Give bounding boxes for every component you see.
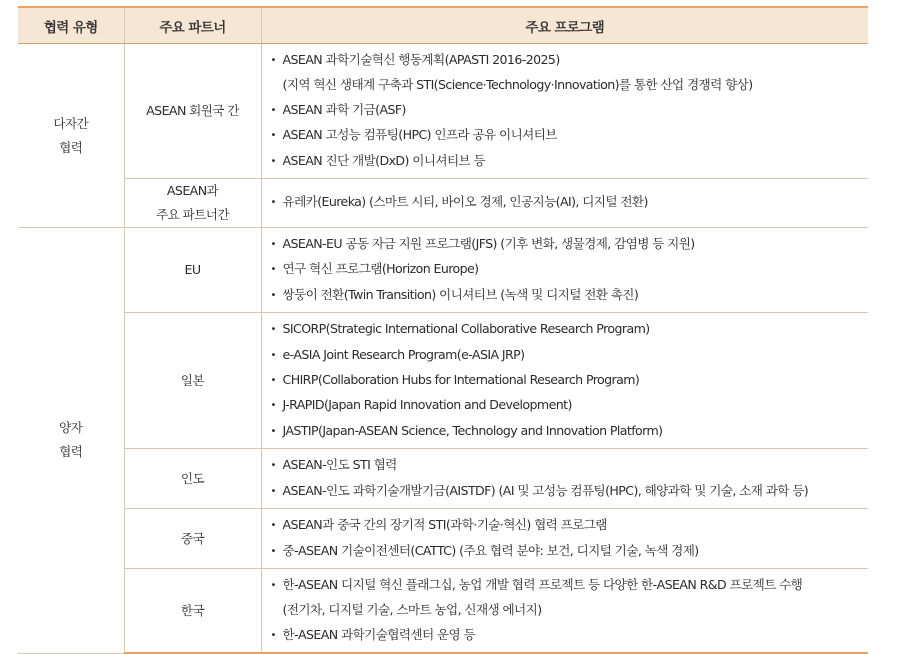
bullet-icon: •: [270, 629, 276, 641]
program-text: ASEAN-인도 과학기술개발기금(AISTDF) (AI 및 고성능 컴퓨팅(HPC), 해양과학 및 기술, 소재 과학 등): [282, 482, 809, 498]
partner-label: 한국: [180, 602, 205, 618]
table-row: [18, 509, 868, 569]
program-item: [271, 393, 869, 418]
programs-cell: [261, 568, 868, 653]
cooperation-type-label: 협력: [59, 444, 83, 460]
bullet-icon: •: [270, 130, 276, 142]
partner-cell: [124, 44, 261, 179]
program-text: (지역 혁신 생태계 구축과 STI(Science·Technology·Innovation)를 통한 산업 경쟁력 향상): [282, 77, 753, 93]
program-item: [271, 419, 869, 444]
program-text: 연구 혁신 프로그램(Horizon Europe): [282, 261, 479, 277]
program-text: ASEAN과 중국 간의 장기적 STI(과학·기술·혁신) 협력 프로그램: [282, 517, 607, 533]
program-text: 쌍둥이 전환(Twin Transition) 이니셔티브 (녹색 및 디지털 전환 촉진): [282, 286, 639, 302]
table-row: [18, 568, 868, 653]
program-item: [271, 598, 869, 622]
programs-cell: [261, 313, 868, 449]
program-text: e-ASIA Joint Research Program(e-ASIA JRP): [282, 346, 525, 362]
partner-label: 중국: [180, 530, 205, 546]
bullet-icon: •: [270, 375, 276, 387]
program-item: [271, 149, 869, 174]
table-row: [18, 228, 868, 313]
cooperation-table: [18, 6, 868, 654]
table-header-row: [18, 7, 868, 44]
partner-label: ASEAN 회원국 간: [146, 103, 239, 119]
program-text: JASTIP(Japan-ASEAN Science, Technology and Innovation Platform): [282, 422, 663, 438]
cooperation-type-label: 양자: [59, 420, 83, 436]
cooperation-type-label: 협력: [59, 139, 83, 155]
program-text: ASEAN-인도 STI 협력: [282, 457, 397, 473]
table-row: [18, 44, 868, 179]
program-text: (전기차, 디지털 기술, 스마트 농업, 신재생 에너지): [282, 602, 542, 618]
program-item: [271, 317, 869, 342]
program-item: [271, 368, 869, 393]
partner-label: 주요 파트너간: [156, 207, 229, 223]
bullet-icon: •: [270, 324, 276, 336]
bullet-icon: •: [270, 239, 276, 251]
bullet-icon: •: [270, 104, 276, 116]
program-item: [271, 48, 869, 73]
program-item: [271, 539, 869, 564]
partner-cell: [124, 179, 261, 228]
partner-cell: [124, 449, 261, 509]
partner-label: 인도: [180, 470, 205, 486]
table-row: [18, 449, 868, 509]
bullet-icon: •: [270, 264, 276, 276]
cooperation-type-cell: [18, 228, 124, 654]
table-body: [18, 44, 868, 654]
program-text: 유레카(Eureka) (스마트 시티, 바이오 경제, 인공지능(AI), 디지털 전환): [282, 194, 648, 210]
program-item: [271, 283, 869, 308]
header-main-programs: 주요 프로그램: [261, 7, 868, 44]
program-item: [271, 232, 869, 257]
header-main-partner: 주요 파트너: [124, 7, 261, 44]
program-item: [271, 123, 869, 148]
header-cooperation-type: 협력 유형: [18, 7, 124, 44]
partner-cell: [124, 509, 261, 569]
program-text: SICORP(Strategic International Collaborative Research Program): [282, 321, 650, 337]
program-item: [271, 573, 869, 598]
program-text: 한-ASEAN 과학기술협력센터 운영 등: [282, 626, 476, 642]
programs-cell: [261, 44, 868, 179]
bullet-icon: •: [270, 400, 276, 412]
program-item: [271, 453, 869, 478]
bullet-icon: •: [270, 349, 276, 361]
bullet-icon: •: [270, 197, 276, 209]
program-item: [271, 98, 869, 123]
bullet-icon: •: [270, 579, 276, 591]
program-text: 한-ASEAN 디지털 혁신 플래그십, 농업 개발 협력 프로젝트 등 다양한 한-ASEAN R&D 프로젝트 수행: [282, 576, 803, 592]
bullet-icon: •: [270, 425, 276, 437]
bullet-icon: •: [270, 520, 276, 532]
program-item: [271, 513, 869, 538]
bullet-icon: •: [270, 460, 276, 472]
partner-cell: [124, 313, 261, 449]
program-text: CHIRP(Collaboration Hubs for International Research Program): [282, 372, 640, 388]
program-item: [271, 479, 869, 504]
bullet-icon: •: [270, 155, 276, 167]
program-item: [271, 623, 869, 648]
program-item: [271, 73, 869, 97]
table-row: [18, 179, 868, 228]
partner-label: 일본: [180, 372, 205, 388]
bullet-icon: •: [270, 289, 276, 301]
program-text: ASEAN 진단 개발(DxD) 이니셔티브 등: [282, 152, 486, 168]
bullet-icon: •: [270, 55, 276, 66]
cooperation-type-label: 다자간: [53, 115, 89, 131]
cooperation-type-cell: [18, 44, 124, 228]
program-text: J-RAPID(Japan Rapid Innovation and Development): [282, 397, 572, 413]
programs-cell: [261, 228, 868, 313]
partner-cell: [124, 568, 261, 653]
partner-label: ASEAN과: [166, 183, 219, 199]
programs-cell: [261, 179, 868, 228]
partner-label: EU: [184, 262, 201, 278]
bullet-icon: •: [270, 485, 276, 497]
programs-cell: [261, 509, 868, 569]
program-text: ASEAN 과학기술혁신 행동계획(APASTI 2016-2025): [282, 52, 560, 67]
program-item: [271, 190, 869, 215]
programs-cell: [261, 449, 868, 509]
table-row: [18, 313, 868, 449]
bullet-icon: •: [270, 545, 276, 557]
program-text: ASEAN-EU 공동 자금 지원 프로그램(JFS) (기후 변화, 생물경제, 감염병 등 지원): [282, 236, 695, 252]
program-text: ASEAN 고성능 컴퓨팅(HPC) 인프라 공유 이니셔티브: [282, 127, 557, 143]
program-item: [271, 257, 869, 282]
program-text: ASEAN 과학 기금(ASF): [282, 101, 406, 117]
partner-cell: [124, 228, 261, 313]
program-text: 중-ASEAN 기술이전센터(CATTC) (주요 협력 분야: 보건, 디지털 기술, 녹색 경제): [282, 542, 699, 558]
program-item: [271, 343, 869, 368]
